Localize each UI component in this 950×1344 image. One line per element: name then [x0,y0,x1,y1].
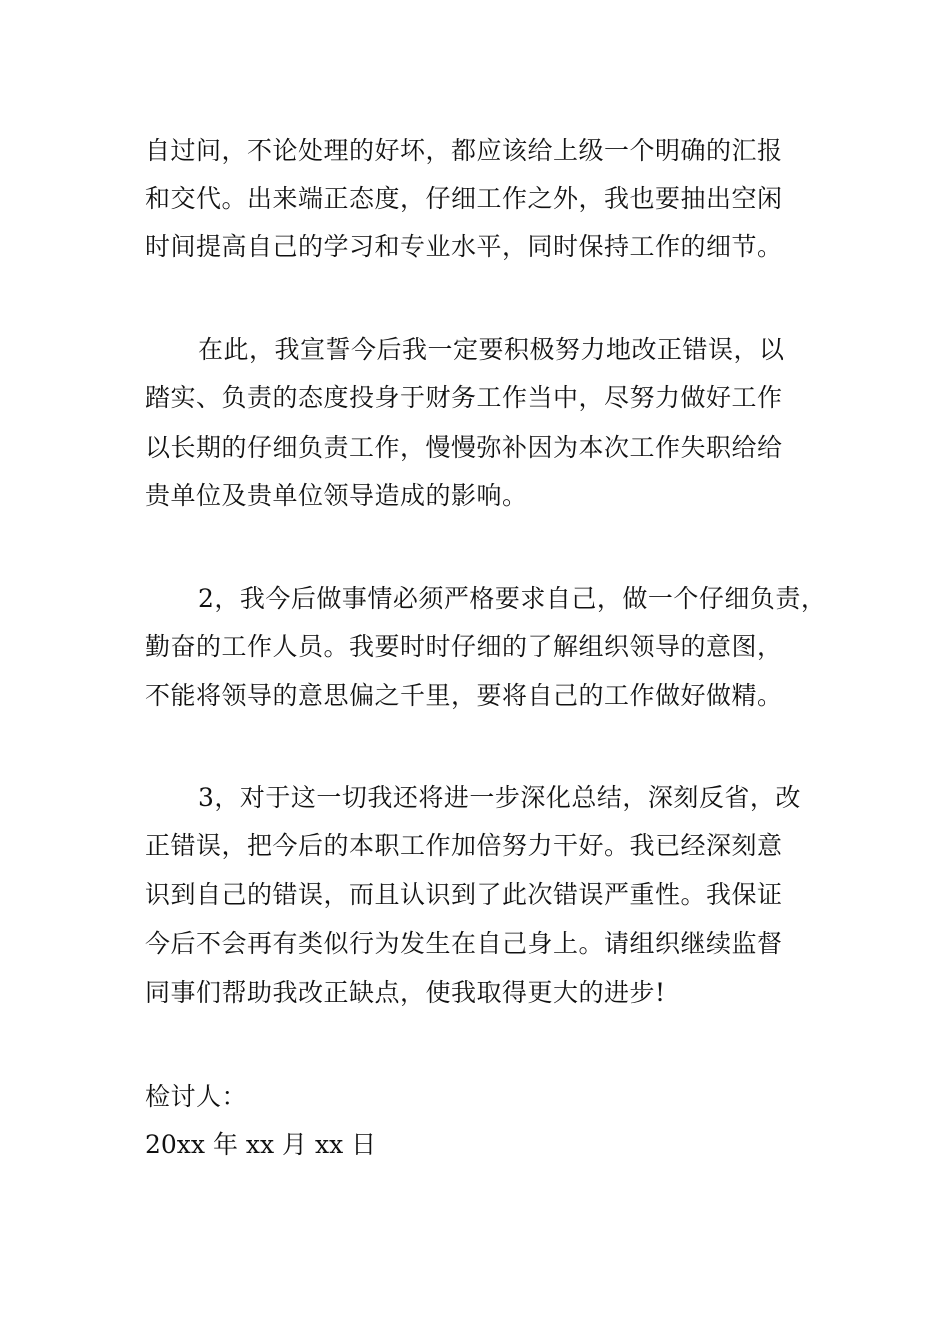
paragraph-2-line-1: 在此，我宣誓今后我一定要积极努力地改正错误，以 [198,335,785,364]
signature-date: 20xx 年 xx 月 xx 日 [145,1130,377,1159]
paragraph-1-line-2: 和交代。出来端正态度，仔细工作之外，我也要抽出空闲 [145,184,783,213]
paragraph-4-line-3: 识到自己的错误，而且认识到了此次错误严重性。我保证 [145,880,783,909]
paragraph-1-line-1: 自过问，不论处理的好坏，都应该给上级一个明确的汇报 [145,136,783,165]
paragraph-3-line-1: 2，我今后做事情必须严格要求自己，做一个仔细负责， [198,584,827,613]
paragraph-4-line-4: 今后不会再有类似行为发生在自己身上。请组织继续监督 [145,929,783,958]
paragraph-3-line-2: 勤奋的工作人员。我要时时仔细的了解组织领导的意图， [145,632,783,661]
paragraph-2-line-2: 踏实、负责的态度投身于财务工作当中，尽努力做好工作 [145,383,783,412]
paragraph-1-line-3: 时间提高自己的学习和专业水平，同时保持工作的细节。 [145,232,783,261]
paragraph-3-line-3: 不能将领导的意思偏之千里，要将自己的工作做好做精。 [145,681,783,710]
paragraph-2-line-4: 贵单位及贵单位领导造成的影响。 [145,481,528,510]
paragraph-4-line-5: 同事们帮助我改正缺点，使我取得更大的进步! [145,978,666,1007]
signature-label: 检讨人： [145,1082,248,1111]
paragraph-2-line-3: 以长期的仔细负责工作，慢慢弥补因为本次工作失职给给 [145,433,783,462]
paragraph-4-line-1: 3，对于这一切我还将进一步深化总结，深刻反省，改 [198,783,801,812]
paragraph-4-line-2: 正错误，把今后的本职工作加倍努力干好。我已经深刻意 [145,831,783,860]
